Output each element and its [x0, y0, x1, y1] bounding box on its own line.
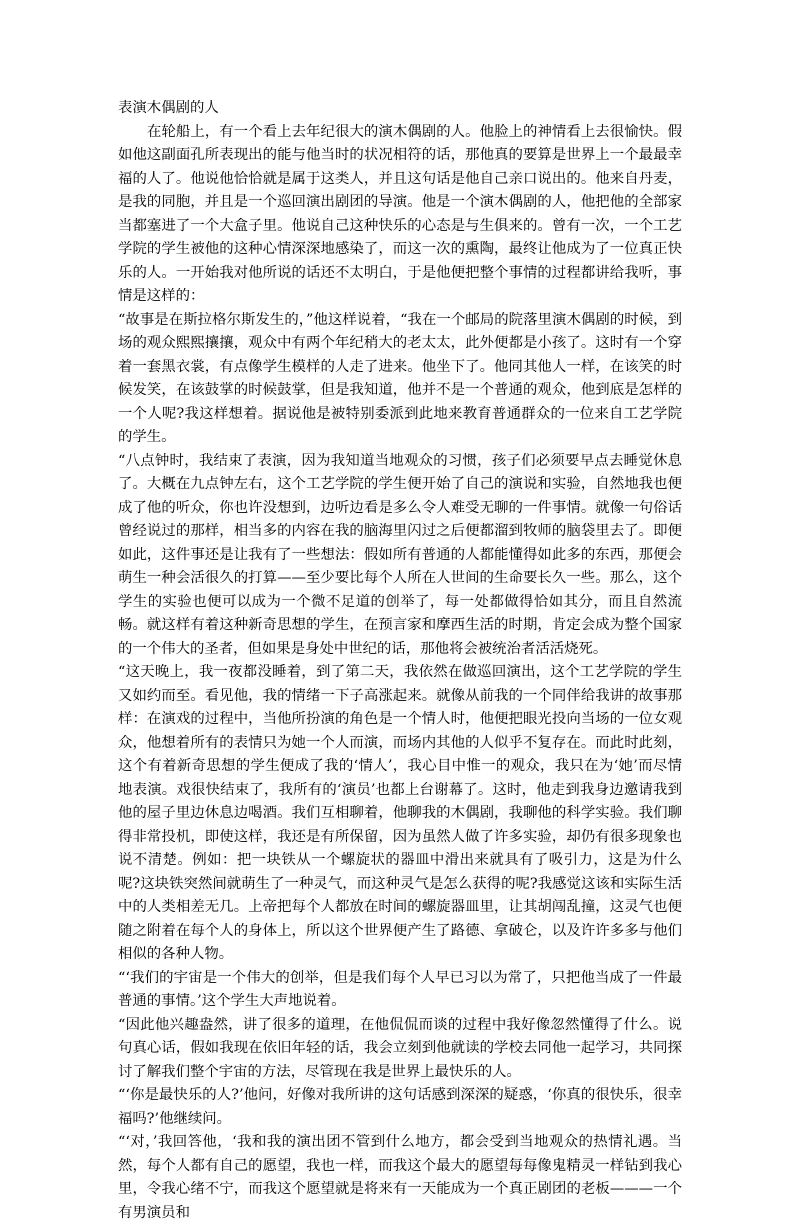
- paragraph-2: “故事是在斯拉格尔斯发生的，”他这样说着，“我在一个邮局的院落里演木偶剧的时候，到场的观众熙熙攘攘，观众中有两个年纪稍大的老太太，此外便都是小孩了。这时有一个穿着一套黑衣裳，有点像学生模样的人走了进来。他坐下了。他同其他人一样，在该笑的时候发笑，在该鼓掌的时候鼓掌，但是我知道，他并不是一个普通的观众，他到底是怎样的一个人呢?我这样想着。据说他是被特别委派到此地来教育普通群众的一位来自工艺学院的学生。: [118, 311, 682, 445]
- paragraph-1: 在轮船上，有一个看上去年纪很大的演木偶剧的人。他脸上的神情看上去很愉快。假如他这副面孔所表现出的能与他当时的状况相符的话，那他真的要算是世界上一个最最幸福的人了。他说他恰恰就是属于这类人，并且这句话是他自己亲口说出的。他来自丹麦，是我的同胞，并且是一个巡回演出剧团的导演。他是一个演木偶剧的人，他把他的全部家当都塞进了一个大盒子里。他说自己这种快乐的心态是与生俱来的。曾有一次，一个工艺学院的学生被他的这种心情深深地感染了，而这一次的熏陶，最终让他成为了一位真正快乐的人。一开始我对他所说的话还不太明白，于是他便把整个事情的过程都讲给我听，事情是这样的：: [118, 123, 682, 304]
- document-body: [118, 97, 682, 1225]
- paragraph-5: “‘我们的宇宙是一个伟大的创举，但是我们每个人早已习以为常了，只把他当成了一件最普通的事情。’这个学生大声地说着。: [118, 969, 682, 1009]
- paragraph-4: “这天晚上，我一夜都没睡着，到了第二天，我依然在做巡回演出，这个工艺学院的学生又如约而至。看见他，我的情绪一下子高涨起来。就像从前我的一个同伴给我讲的故事那样：在演戏的过程中，当他所扮演的角色是一个情人时，他便把眼光投向当场的一位女观众，他想着所有的表情只为她一个人而演，而场内其他的人似乎不复存在。而此时此刻，这个有着新奇思想的学生便成了我的‘情人’，我心目中惟一的观众，我只在为‘她’而尽情地表演。戏很快结束了，我所有的‘演员’也都上台谢幕了。这时，他走到我身边邀请我到他的屋子里边休息边喝酒。我们互相聊着，他聊我的木偶剧，我聊他的科学实验。我们聊得非常投机，即使这样，我还是有所保留，因为虽然人做了许多实验，却仍有很多现象也说不清楚。例如：把一块铁从一个螺旋状的器皿中滑出来就具有了吸引力，这是为什么呢?这块铁突然间就萌生了一种灵气，而这种灵气是怎么获得的呢?我感觉这该和实际生活中的人类相差无几。上帝把每个人都放在时间的螺旋器皿里，让其胡闯乱撞，这灵气也便随之附着在每个人的身体上，所以这个世界便产生了路德、拿破仑，以及许许多多与他们相似的各种人物。: [118, 664, 682, 962]
- paragraph-8: “‘对，’我回答他，‘我和我的演出团不管到什么地方，都会受到当地观众的热情礼遇。当然，每个人都有自己的愿望，我也一样，而我这个最大的愿望每每像鬼精灵一样钻到我心里，令我心绪不宁，而我这个愿望就是将来有一天能成为一个真正剧团的老板———一个有男演员和: [118, 1134, 682, 1221]
- paragraph-7: “‘你是最快乐的人?’他问，好像对我所讲的这句话感到深深的疑惑，‘你真的很快乐，很幸福吗?’他继续问。: [118, 1087, 682, 1127]
- paragraph-3: “八点钟时，我结束了表演，因为我知道当地观众的习惯，孩子们必须要早点去睡觉休息了。大概在九点钟左右，这个工艺学院的学生便开始了自己的演说和实验，自然地我也便成了他的听众，你也许没想到，边听边看是多么令人难受无聊的一件事情。就像一句俗话曾经说过的那样，相当多的内容在我的脑海里闪过之后便都溜到牧师的脑袋里去了。即便如此，这件事还是让我有了一些想法：假如所有普通的人都能懂得如此多的东西，那便会萌生一种会活很久的打算——至少要比每个人所在人世间的生命要长久一些。那么，这个学生的实验也便可以成为一个微不足道的创举了，每一处都做得恰如其分，而且自然流畅。就这样有着这种新奇思想的学生，在预言家和摩西生活的时期，肯定会成为整个国家的一个伟大的圣者，但如果是身处中世纪的话，那他将会被统治者活活烧死。: [118, 452, 682, 657]
- document-title: 表演木偶剧的人: [118, 100, 219, 116]
- paragraph-6: “因此他兴趣盎然，讲了很多的道理，在他侃侃而谈的过程中我好像忽然懂得了什么。说句真心话，假如我现在依旧年轻的话，我会立刻到他就读的学校去同他一起学习，共同探讨了解我们整个宇宙的方法，尽管现在我是世界上最快乐的人。: [118, 1016, 682, 1080]
